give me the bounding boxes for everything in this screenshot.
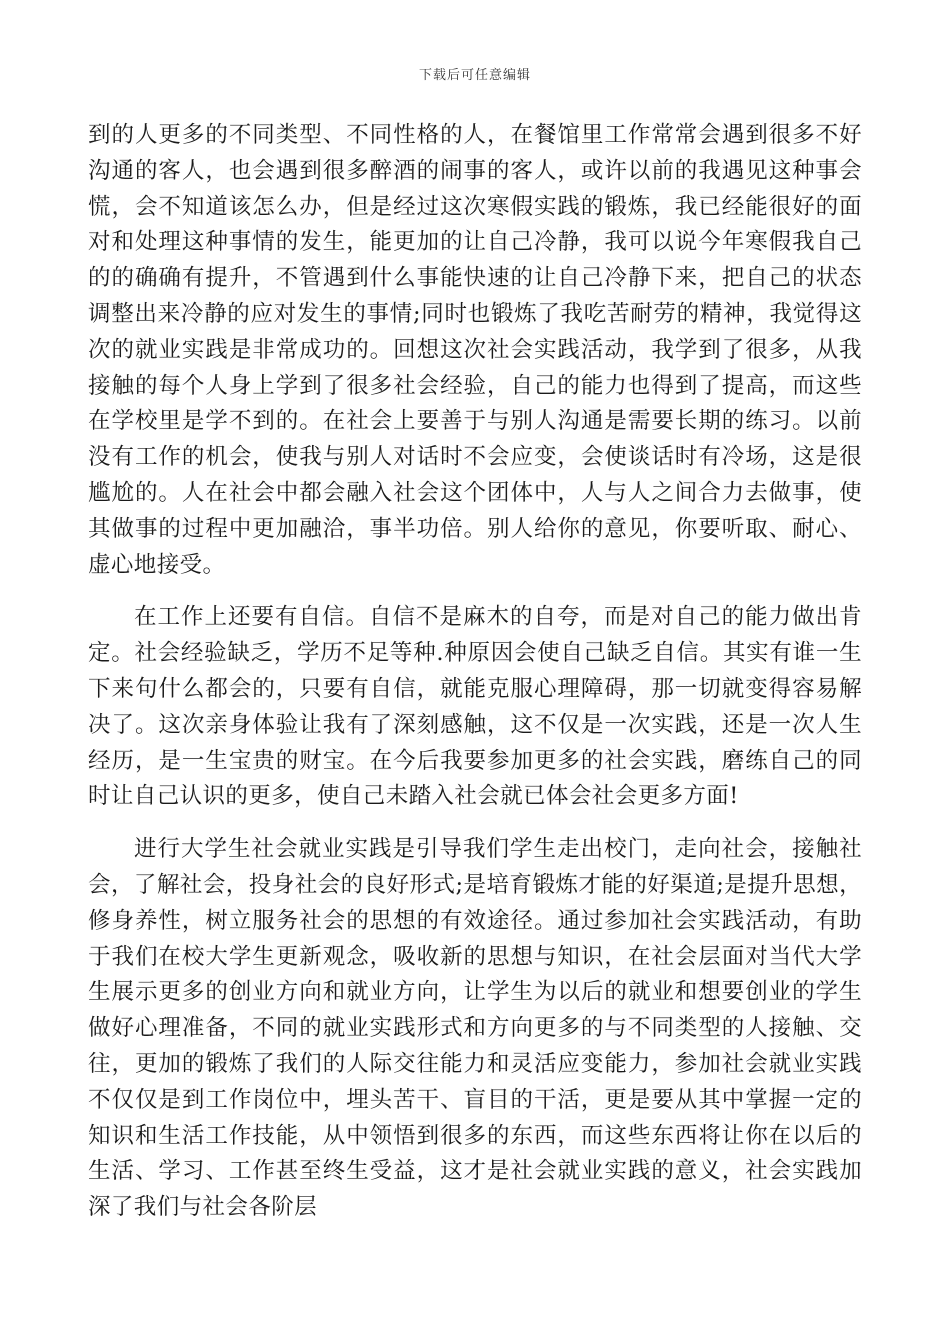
page-header-note: 下载后可任意编辑: [418, 68, 531, 83]
document-body: [88, 118, 862, 1226]
paragraph-confidence: 在工作上还要有自信。自信不是麻木的自夸，而是对自己的能力做出肯定。社会经验缺乏，学历不足等种.种原因会使自己缺乏自信。其实有谁一生下来句什么都会的，只要有自信，就能克服心理障碍，那一切就变得容易解决了。这次亲身体验让我有了深刻感触，这不仅是一次实践，还是一次人生经历，是一生宝贵的财宝。在今后我要参加更多的社会实践，磨练自己的同时让自己认识的更多，使自己未踏入社会就已体会社会更多方面!: [88, 604, 862, 810]
paragraph-continuation: 到的人更多的不同类型、不同性格的人，在餐馆里工作常常会遇到很多不好沟通的客人，也会遇到很多醉酒的闹事的客人，或许以前的我遇见这种事会慌，会不知道该怎么办，但是经过这次寒假实践的锻炼，我已经能很好的面对和处理这种事情的发生，能更加的让自己冷静，我可以说今年寒假我自己的的确确有提升，不管遇到什么事能快速的让自己冷静下来，把自己的状态调整出来冷静的应对发生的事情;同时也锻炼了我吃苦耐劳的精神，我觉得这次的就业实践是非常成功的。回想这次社会实践活动，我学到了很多，从我接触的每个人身上学到了很多社会经验，自己的能力也得到了提高，而这些在学校里是学不到的。在社会上要善于与别人沟通是需要长期的练习。以前没有工作的机会，使我与别人对话时不会应变，会使谈话时有冷场，这是很尴尬的。人在社会中都会融入社会这个团体中，人与人之间合力去做事，使其做事的过程中更加融洽，事半功倍。别人给你的意见，你要听取、耐心、虚心地接受。: [88, 122, 862, 578]
paragraph-social-practice: 进行大学生社会就业实践是引导我们学生走出校门，走向社会，接触社会，了解社会，投身社会的良好形式;是培育锻炼才能的好渠道;是提升思想，修身养性，树立服务社会的思想的有效途径。通过参加社会实践活动，有助于我们在校大学生更新观念，吸收新的思想与知识，在社会层面对当代大学生展示更多的创业方向和就业方向，让学生为以后的就业和想要创业的学生做好心理准备，不同的就业实践形式和方向更多的与不同类型的人接触、交往，更加的锻炼了我们的人际交往能力和灵活应变能力，参加社会就业实践不仅仅是到工作岗位中，埋头苦干、盲目的干活，更是要从其中掌握一定的知识和生活工作技能，从中领悟到很多的东西，而这些东西将让你在以后的生活、学习、工作甚至终生受益，这才是社会就业实践的意义，社会实践加深了我们与社会各阶层: [88, 836, 862, 1221]
